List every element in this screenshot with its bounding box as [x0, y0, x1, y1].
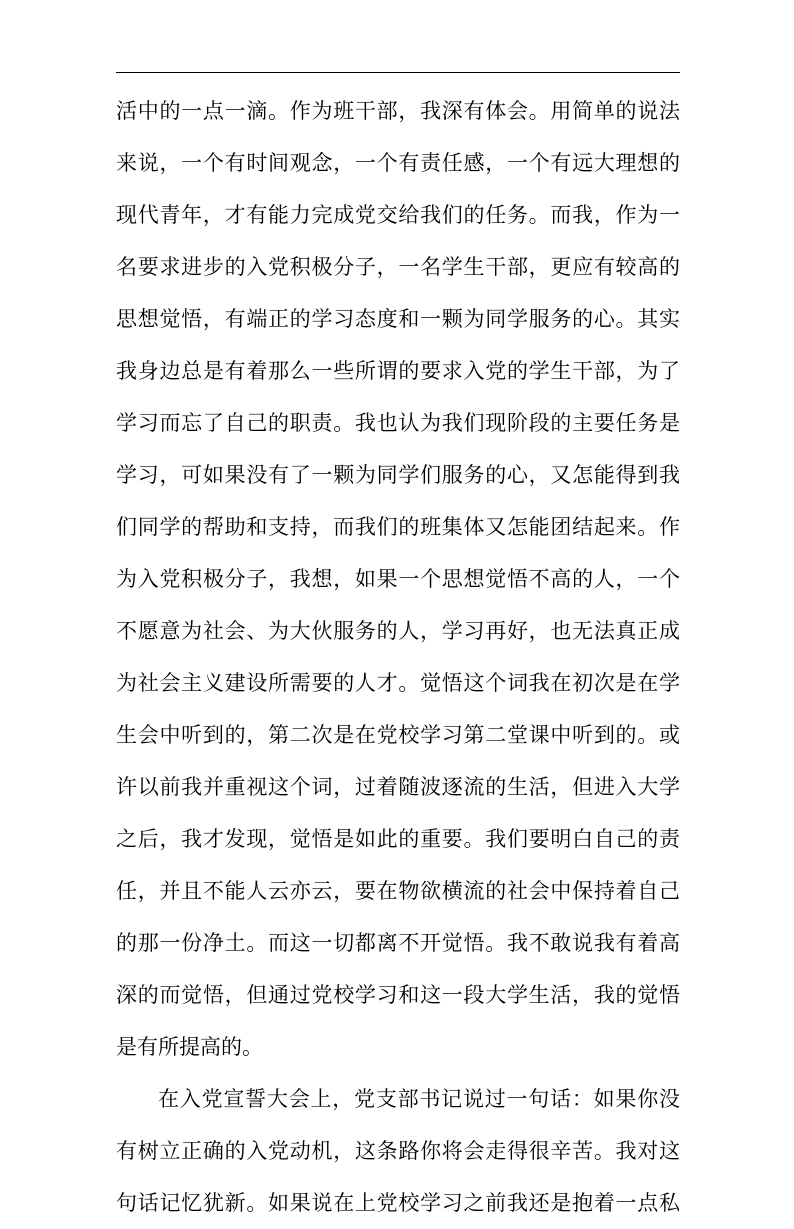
- text-line: 在入党宣誓大会上，党支部书记说过一句话：如果你没: [158, 1087, 680, 1111]
- header-rule: [116, 72, 680, 73]
- text-line: 学习而忘了自己的职责。我也认为我们现阶段的主要任务是: [116, 411, 680, 435]
- text-line: 生会中听到的，第二次是在党校学习第二堂课中听到的。或: [116, 723, 680, 747]
- text-line: 的那一份净土。而这一切都离不开觉悟。我不敢说我有着高: [116, 931, 680, 955]
- text-line: 我身边总是有着那么一些所谓的要求入党的学生干部，为了: [116, 359, 680, 383]
- text-line: 为入党积极分子，我想，如果一个思想觉悟不高的人，一个: [116, 567, 680, 591]
- text-line: 任，并且不能人云亦云，要在物欲横流的社会中保持着自己: [116, 879, 680, 903]
- text-line: 来说，一个有时间观念，一个有责任感，一个有远大理想的: [116, 151, 680, 175]
- text-line: 名要求进步的入党积极分子，一名学生干部，更应有较高的: [116, 255, 680, 279]
- text-line: 不愿意为社会、为大伙服务的人，学习再好，也无法真正成: [116, 619, 680, 643]
- text-line: 思想觉悟，有端正的学习态度和一颗为同学服务的心。其实: [116, 307, 680, 331]
- paragraph-1: [116, 85, 680, 1073]
- text-line: 之后，我才发现，觉悟是如此的重要。我们要明白自己的责: [116, 827, 680, 851]
- text-line: 有树立正确的入党动机，这条路你将会走得很辛苦。我对这: [116, 1139, 680, 1163]
- text-line: 句话记忆犹新。如果说在上党校学习之前我还是抱着一点私: [116, 1191, 680, 1215]
- text-line: 许以前我并重视这个词，过着随波逐流的生活，但进入大学: [116, 775, 680, 799]
- text-line: 深的而觉悟，但通过党校学习和这一段大学生活，我的觉悟: [116, 983, 680, 1007]
- paragraph-2: [116, 1073, 680, 1229]
- text-line: 们同学的帮助和支持，而我们的班集体又怎能团结起来。作: [116, 515, 680, 539]
- text-line: 是有所提高的。: [116, 1035, 263, 1059]
- text-line: 学习，可如果没有了一颗为同学们服务的心，又怎能得到我: [116, 463, 680, 487]
- text-line: 为社会主义建设所需要的人才。觉悟这个词我在初次是在学: [116, 671, 680, 695]
- body-text: [116, 85, 680, 1229]
- text-line: 活中的一点一滴。作为班干部，我深有体会。用简单的说法: [116, 99, 680, 123]
- text-line: 现代青年，才有能力完成党交给我们的任务。而我，作为一: [116, 203, 680, 227]
